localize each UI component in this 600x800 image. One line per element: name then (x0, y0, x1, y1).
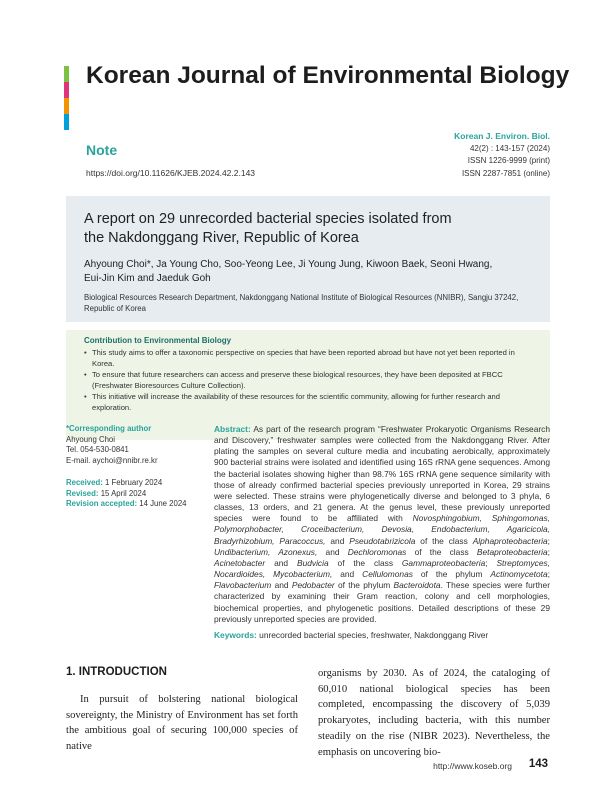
affiliation: Biological Resources Research Department, Nakdonggang National Institute of Biological Resources (NNIBR), Sangju 37242, Republic of Korea (84, 293, 519, 313)
contribution-list (84, 348, 539, 414)
contribution-item: • This initiative will increase the availability of these resources for the scientific community, allowing for further research and exploration. (84, 392, 539, 413)
class-name: Alphaproteobacteria (472, 535, 548, 546)
corresponding-label: *Corresponding author (66, 424, 152, 433)
volume-pages: 42(2) : 143-157 (2024) (469, 143, 550, 153)
genus-name: Pseudotabrizicola (349, 535, 416, 546)
authors (84, 258, 534, 286)
article-dates (66, 478, 187, 510)
genus-name: Pedobacter (291, 580, 335, 591)
revised-label: Revised: (66, 488, 99, 498)
journal-title: Korean Journal of Environmental Biology (86, 62, 570, 89)
page-number: 143 (528, 758, 548, 770)
abstract-text: and (332, 569, 363, 580)
color-bar-orange (64, 98, 69, 114)
authors-line-1: Ahyoung Choi*, Ja Young Cho, Soo-Yeong Lee, Ji Young Jung, Kiwoon Baek, Seoni Hwang, (84, 259, 493, 270)
abstract-text: and (325, 535, 350, 546)
abstract-label: Abstract: (214, 424, 251, 434)
genus-list: Undibacterium, Azonexus, (214, 546, 318, 557)
received-label: Received: (66, 478, 103, 487)
genus-list: Novosphingobium, Sphingomonas, Polymorphobacter, Croceibacterium, Devosia, Endobacterium, Agaricicola, Bradyrhizobium, Paracoccus, (214, 513, 550, 546)
article-title-line-1: A report on 29 unrecorded bacterial species isolated from (84, 211, 452, 227)
abstract-text: ; (547, 535, 550, 546)
abstract-text: of the phylum (334, 580, 394, 591)
article-title-line-2: the Nakdonggang River, Republic of Korea (84, 230, 359, 246)
class-name: Gammaproteobacteria (401, 557, 486, 568)
section-heading-introduction: 1. INTRODUCTION (66, 666, 167, 678)
abstract-text: of the class (328, 557, 402, 568)
genus-name: Flavobacterium (214, 580, 272, 591)
corresponding-name: Ahyoung Choi (66, 434, 115, 444)
accepted-date (66, 499, 187, 510)
corresponding-tel: Tel. 054-530-0841 (66, 445, 129, 455)
phylum-name: Actinomycetota (490, 569, 548, 580)
contribution-heading: Contribution to Environmental Biology (84, 336, 232, 345)
abstract (214, 424, 550, 625)
revised-value: 15 April 2024 (100, 488, 147, 498)
abstract-text: ; (547, 546, 550, 557)
color-bar-green (64, 66, 69, 82)
abstract-text: and (317, 546, 348, 557)
journal-abbrev: Korean J. Environ. Biol. (454, 131, 550, 141)
issn-print: ISSN 1226-9999 (print) (467, 156, 550, 166)
article-title (84, 210, 534, 248)
contribution-item: • This study aims to offer a taxonomic perspective on species that have been reported abroad but have not yet been reported in Korea. (84, 348, 539, 369)
genus-name: Cellulomonas (362, 569, 413, 580)
keywords-label: Keywords: (214, 630, 257, 640)
received-date (66, 478, 187, 489)
contribution-item: • To ensure that future researchers can access and preserve these biological resources, they have been deposited at FBCC (Freshwater Bioresources Culture Collection). (84, 370, 539, 391)
color-bar-blue (64, 114, 69, 130)
keywords-text: unrecorded bacterial species, freshwater, Nakdonggang River (259, 630, 489, 640)
genus-name: Dechloromonas (347, 546, 407, 557)
revised-date (66, 489, 187, 500)
accepted-label: Revision accepted: (66, 499, 138, 509)
abstract-text: and (265, 557, 297, 568)
body-column-right: organisms by 2030. As of 2024, the cataloging of 60,010 national biological species has been completed, encompassing the discovery of 5,039 prokaryotes, including bacteria, with this number steadily on the rise (NIBR 2023). Nevertheless, the emphasis on uncovering bio- (318, 668, 550, 758)
abstract-text: ; (485, 557, 497, 568)
received-value: 1 February 2024 (105, 478, 163, 487)
abstract-text: of the class (406, 546, 477, 557)
abstract-text: As part of the research program “Freshwater Prokaryotic Organisms Research and Discovery,” freshwater samples were collected from the Nakdonggang River. After plating the samples on several culture media and incubating aerobically, approximately 900 bacterial strains were isolated and identified using 16S rRNA gene sequences. Among the bacterial isolates showing higher than 98.7% 16S rRNA gene sequence similarity with those of already confirmed bacterial species previously unreported in Korea, 29 strains were selected. These strains were phylogenetically diverse and belonged to 3 phyla, 6 classes, 13 orders, and 21 genera. At the genus level, these previously unreported species were found to be affiliated with (214, 424, 550, 524)
accepted-value: 14 June 2024 (139, 499, 187, 509)
doi-link[interactable]: https://doi.org/10.11626/KJEB.2024.42.2.143 (86, 168, 256, 178)
body-column-left: In pursuit of bolstering national biological sovereignty, the Ministry of Environment has set forth the ambitious goal of securing 100,000 species of native (66, 694, 298, 753)
journal-color-bar (64, 66, 69, 130)
class-name: Betaproteobacteria (476, 546, 548, 557)
phylum-name: Bacteroidota (393, 580, 441, 591)
genus-list: Streptomyces, Nocardioides, Mycobacterium, (214, 557, 550, 580)
abstract-text: ; (547, 569, 550, 580)
abstract-text: of the class (415, 535, 473, 546)
journal-meta (454, 130, 550, 180)
corresponding-author (66, 424, 158, 466)
abstract-text: . These species were further characterized by examining their Gram reaction, colony and cell morphologies, biochemical properties, and phylogenetic positions. Detailed descriptions of these 29 previously unreported species are provided. (214, 580, 550, 624)
genus-name: Budvicia (296, 557, 329, 568)
corresponding-email[interactable]: E-mail. aychoi@nnibr.re.kr (66, 455, 158, 465)
genus-name: Acinetobacter (214, 557, 266, 568)
authors-line-2: Eui-Jin Kim and Jaeduk Goh (84, 273, 211, 284)
abstract-text: and (271, 580, 292, 591)
article-type: Note (86, 142, 118, 158)
abstract-text: of the phylum (412, 569, 491, 580)
keywords (214, 630, 550, 640)
color-bar-pink (64, 82, 69, 98)
footer-url-link[interactable]: http://www.koseb.org (433, 761, 512, 771)
issn-online: ISSN 2287-7851 (online) (461, 168, 550, 178)
